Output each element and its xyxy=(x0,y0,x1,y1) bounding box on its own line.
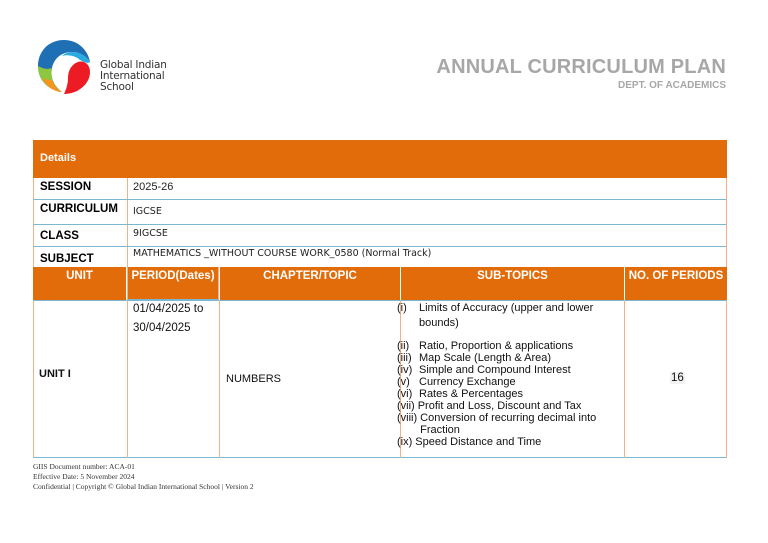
subtopic-number: (ix) xyxy=(397,436,413,448)
subtopic-number: (iv) xyxy=(397,364,413,376)
logo-line: Global Indian xyxy=(100,59,167,71)
list-item xyxy=(397,412,619,436)
document-subtitle: DEPT. OF ACADEMICS xyxy=(618,80,726,91)
list-item xyxy=(397,376,619,388)
footer-copyright: Confidential | Copyright © Global Indian International School | Version 2 xyxy=(33,482,254,491)
subtopic-number: (vi) xyxy=(397,388,413,400)
cell-divider xyxy=(127,178,128,199)
subtopics-list xyxy=(397,301,619,448)
column-header-unit: UNIT xyxy=(33,267,126,300)
column-header-chapter: CHAPTER/TOPIC xyxy=(220,267,400,300)
subtopic-text: Currency Exchange xyxy=(419,376,516,388)
cell-divider xyxy=(127,225,128,246)
info-label: SESSION xyxy=(40,181,92,193)
subtopic-number: (i) xyxy=(397,302,407,314)
list-item xyxy=(397,352,619,364)
logo-line: International xyxy=(100,70,165,82)
subtopic-text: Conversion of recurring decimal into Fraction xyxy=(420,412,597,436)
subtopic-number: (iii) xyxy=(397,352,412,364)
list-item xyxy=(397,436,619,448)
column-header-periods: NO. OF PERIODS xyxy=(625,267,727,300)
info-value: MATHEMATICS _WITHOUT COURSE WORK_0580 (Normal Track) xyxy=(133,248,432,259)
logo-wordmark xyxy=(100,60,167,93)
column-header-period: PERIOD(Dates) xyxy=(127,267,219,300)
subtopic-text: Profit and Loss, Discount and Tax xyxy=(417,400,582,412)
info-label: CURRICULUM xyxy=(40,203,118,215)
info-value: 2025-26 xyxy=(133,181,174,193)
chapter-cell: NUMBERS xyxy=(226,373,282,385)
list-item xyxy=(397,388,619,400)
subtopic-number: (ii) xyxy=(397,340,410,352)
info-label: SUBJECT xyxy=(40,253,94,265)
subtopic-text: Speed Distance and Time xyxy=(415,436,542,448)
footer-doc-number: GIIS Document number: ACA-01 xyxy=(33,462,135,471)
cell-divider xyxy=(127,300,128,458)
info-value: 9IGCSE xyxy=(133,228,168,239)
column-header-subtopics: SUB-TOPICS xyxy=(401,267,624,300)
school-logo xyxy=(34,34,174,98)
footer-effective-date: Effective Date: 5 November 2024 xyxy=(33,472,135,481)
subtopic-text: Ratio, Proportion & applications xyxy=(419,340,574,352)
list-item xyxy=(397,301,619,331)
document-title: ANNUAL CURRICULUM PLAN xyxy=(436,56,726,78)
cell-divider xyxy=(127,200,128,224)
period-from: 01/04/2025 to xyxy=(133,303,204,315)
subtopic-text: Map Scale (Length & Area) xyxy=(419,352,552,364)
cell-divider xyxy=(624,300,625,458)
list-item xyxy=(397,364,619,376)
list-item xyxy=(397,400,619,412)
cell-divider xyxy=(127,247,128,267)
details-heading-band xyxy=(33,140,727,178)
subtopic-number: (v) xyxy=(397,376,410,388)
subtopic-text: Simple and Compound Interest xyxy=(419,364,571,376)
cell-divider xyxy=(219,300,220,458)
subtopic-text: Limits of Accuracy (upper and lower bounds) xyxy=(419,302,594,329)
giis-swirl-logo-icon xyxy=(34,34,98,98)
info-row-subject xyxy=(33,247,727,267)
subtopic-number: (viii) xyxy=(397,412,418,424)
info-row-class xyxy=(33,225,727,247)
subtopic-text: Rates & Percentages xyxy=(419,388,523,400)
info-value: IGCSE xyxy=(133,206,162,217)
document-footer xyxy=(33,462,254,492)
details-heading: Details xyxy=(40,152,77,164)
logo-line: School xyxy=(100,81,134,93)
periods-count: 16 xyxy=(671,372,684,384)
info-label: CLASS xyxy=(40,230,79,242)
info-row-curriculum xyxy=(33,200,727,225)
info-row-session xyxy=(33,178,727,200)
list-item xyxy=(397,340,619,352)
unit-cell: UNIT I xyxy=(39,368,71,380)
period-to: 30/04/2025 xyxy=(133,322,191,334)
subtopic-number: (vii) xyxy=(397,400,415,412)
